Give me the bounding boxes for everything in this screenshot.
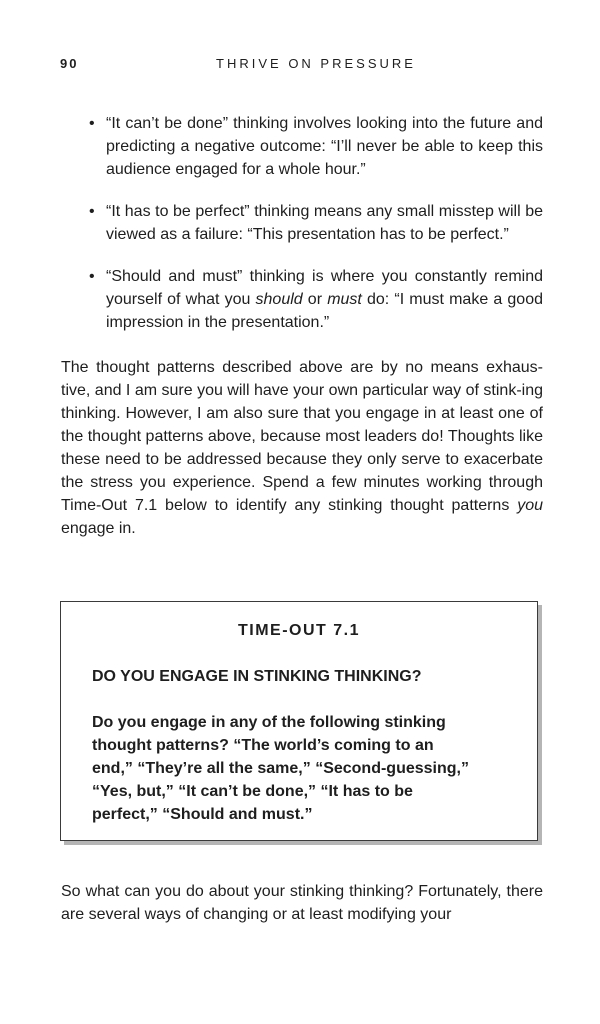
time-out-title: TIME-OUT 7.1 [237,622,360,639]
main-content [61,112,543,540]
bullet-text: “It can’t be done” thinking involves looking into the future and predicting a negative outcome: “I’ll never be able to keep this audience engaged for a whole hour.” [106,115,543,178]
bullet-text-end: do: “I must make a good impression in the presentation.” [106,291,543,331]
emphasis-you: you [517,497,543,514]
closing-paragraph: So what can you do about your stinking thinking? Fortunately, there are several ways of changing or at least modifying your [61,883,543,923]
paragraph-text: The thought patterns described above are by no means exhaus-tive, and I am sure you will have your own particular way of stink-ing thinking. However, I am also sure that you engage in at least one of the thought patterns above, because most leaders do! Thoughts like these need to be addressed because they only serve to exacerbate the stress you experience. Spend a few minutes working through Time-Out 7.1 below to identify any stinking thought patterns [61,359,543,514]
bullet-text-start: “Should and must” thinking is where you constantly remind yourself of what you [106,268,543,308]
list-item [61,112,543,181]
bullet-list [61,112,543,334]
emphasis-must: must [327,291,362,308]
bullet-text: “It has to be perfect” thinking means any small misstep will be viewed as a failure: “This presentation has to be perfect.” [106,203,543,243]
time-out-heading: DO YOU ENGAGE IN STINKING THINKING? [92,668,422,685]
running-head [60,56,542,74]
list-item [61,200,543,246]
bullet-text-mid: or [302,291,328,308]
running-title: THRIVE ON PRESSURE [216,56,416,71]
page-number: 90 [60,56,79,71]
body-paragraph [61,356,543,540]
paragraph-text-end: engage in. [61,520,136,537]
emphasis-should: should [255,291,303,308]
list-item [61,265,543,334]
time-out-box [60,601,538,841]
time-out-body: Do you engage in any of the following stinking thought patterns? “The world’s coming to an end,” “They’re all the same,” “Second-guessing,” “Yes, but,” “It can’t be done,” “It has to be perfect,” “Should and must.” [92,714,469,823]
